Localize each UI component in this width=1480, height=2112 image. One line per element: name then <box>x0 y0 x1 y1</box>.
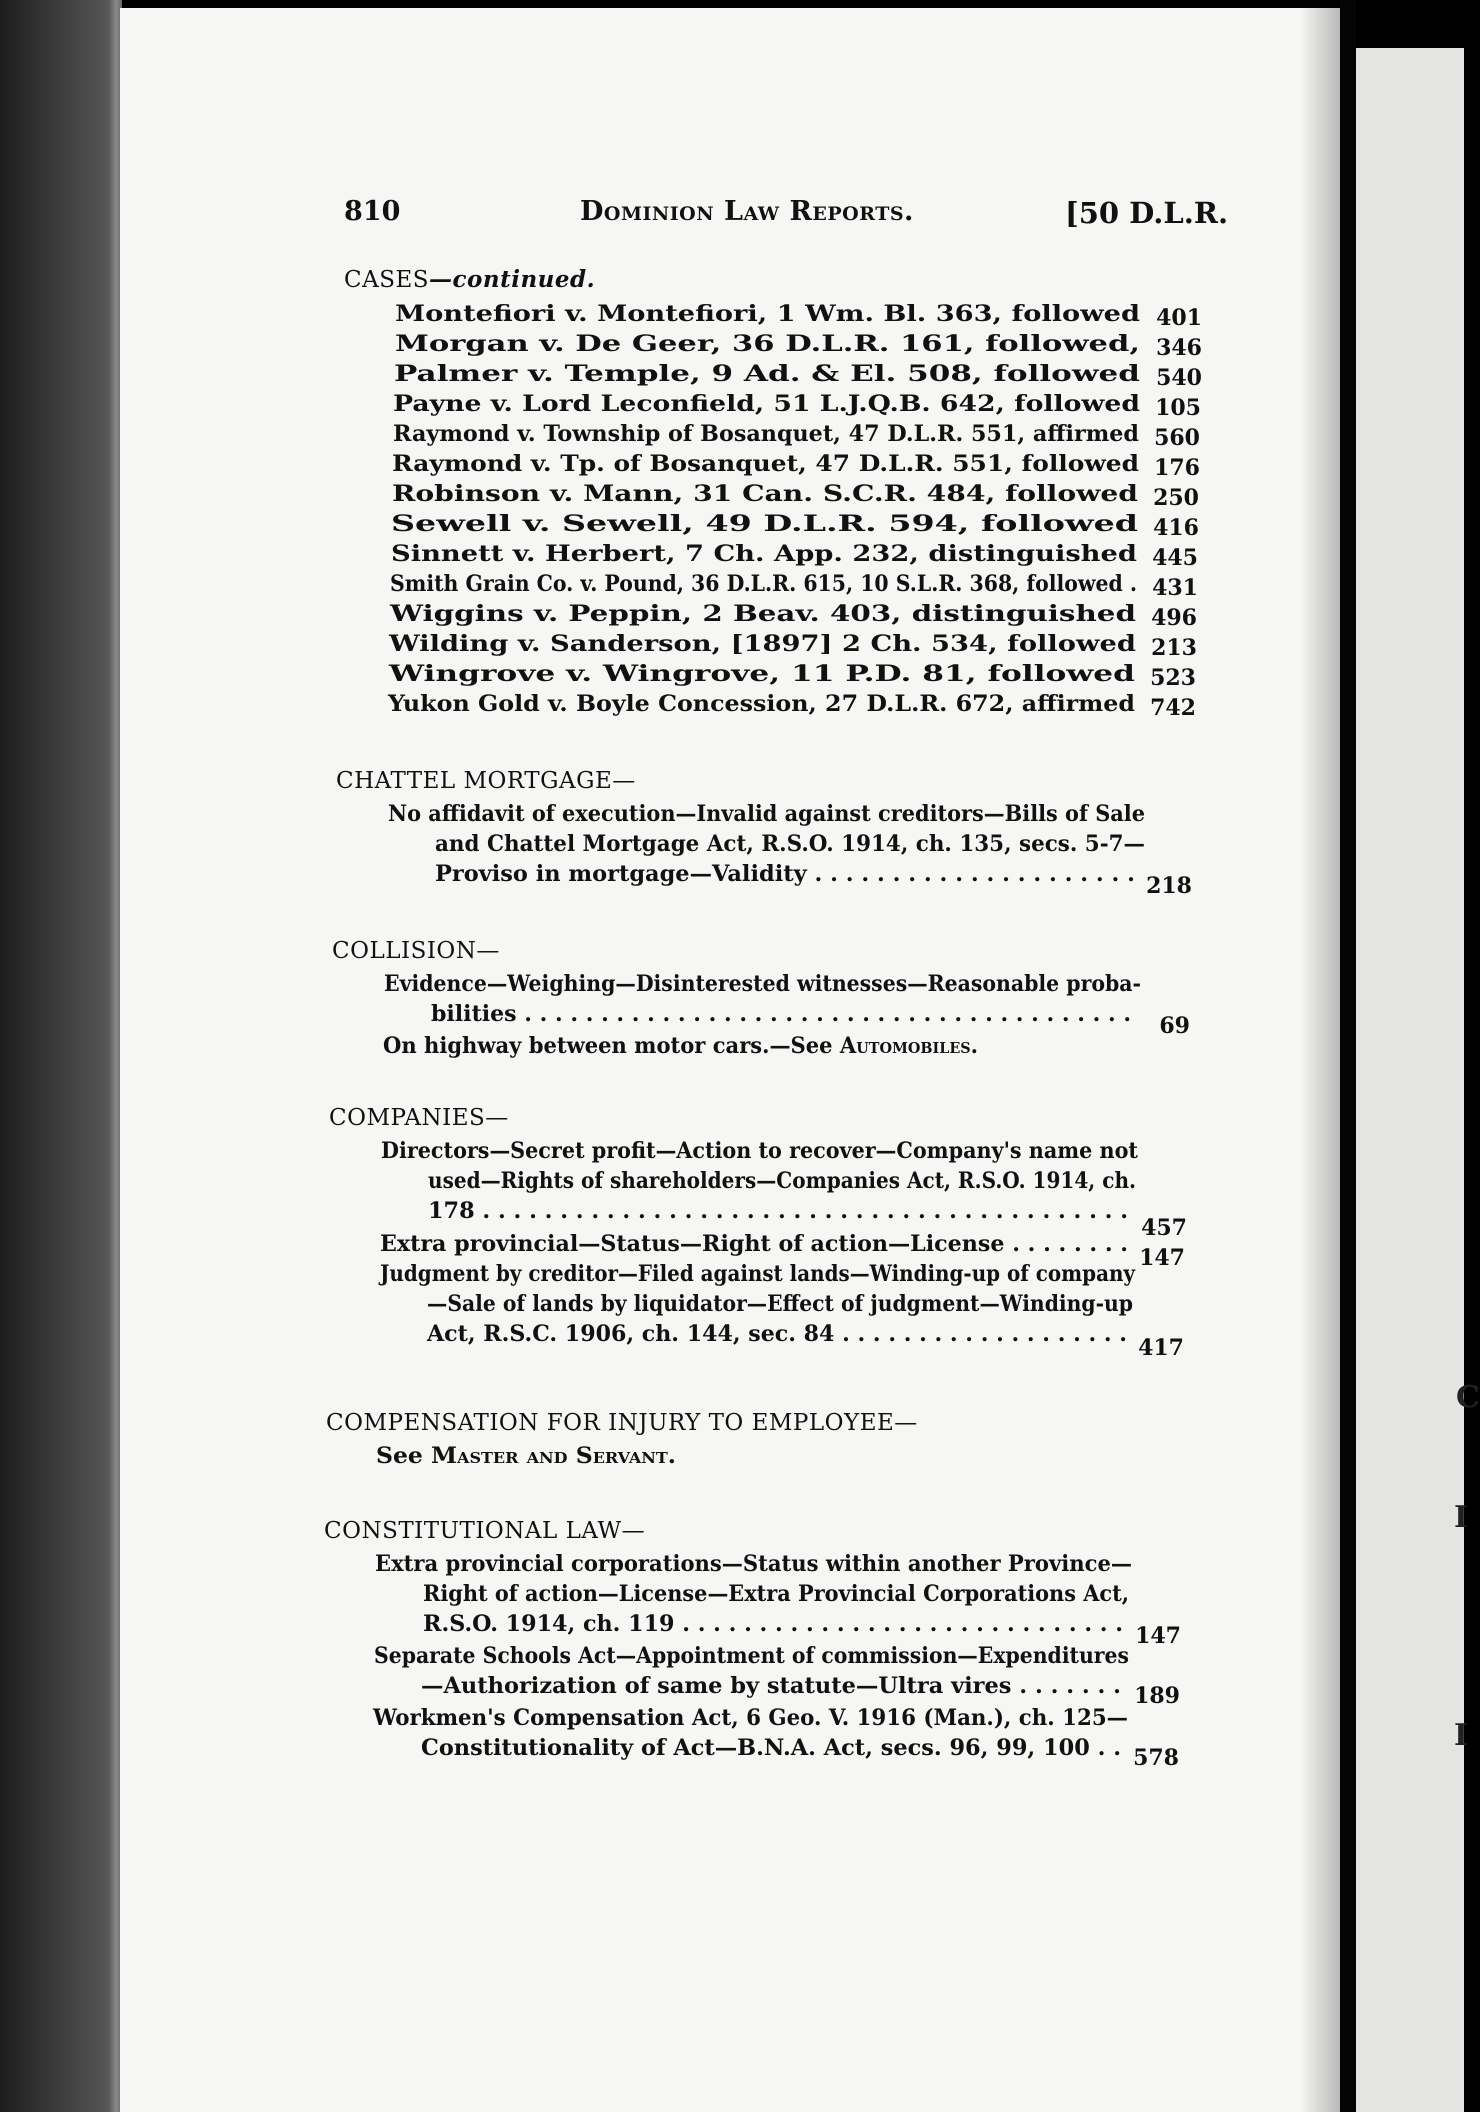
case-page: 431 <box>1152 575 1198 601</box>
running-title: Dominion Law Reports. <box>580 196 914 227</box>
section-heading-constitutional-law: CONSTITUTIONAL LAW— <box>324 1518 646 1544</box>
case-page: 346 <box>1156 335 1202 361</box>
case-page: 416 <box>1153 515 1199 541</box>
case-page: 401 <box>1156 305 1202 331</box>
entry-page: 417 <box>1138 1335 1184 1361</box>
facing-page-letter: C <box>1456 1380 1480 1415</box>
book-spine <box>0 0 120 2112</box>
volume-reference: [50 D.L.R. <box>1065 196 1229 230</box>
cases-heading: CASES—continued. <box>344 266 596 293</box>
entry-page: 147 <box>1139 1245 1185 1271</box>
section-heading-companies: COMPANIES— <box>329 1105 509 1131</box>
case-page: 176 <box>1154 455 1200 481</box>
section-heading-chattel-mortgage: CHATTEL MORTGAGE— <box>336 768 636 794</box>
facing-page-edge <box>1356 48 1464 2112</box>
section-heading-collision: COLLISION— <box>332 938 500 964</box>
book-gutter <box>1340 0 1356 2112</box>
case-page: 105 <box>1155 395 1201 421</box>
entry-page: 189 <box>1134 1683 1180 1709</box>
case-page: 445 <box>1152 545 1198 571</box>
entry-page: 147 <box>1135 1623 1181 1649</box>
entry-page: 218 <box>1146 873 1192 899</box>
case-page: 560 <box>1154 425 1200 451</box>
facing-page-letter: I <box>1454 1500 1469 1535</box>
entry-page: 69 <box>1159 1013 1190 1039</box>
case-page: 213 <box>1151 635 1197 661</box>
facing-page-letter: I <box>1454 1718 1469 1753</box>
cross-reference: Master and Servant. <box>431 1443 676 1469</box>
case-page: 540 <box>1156 365 1202 391</box>
entry-page: 578 <box>1133 1745 1179 1771</box>
entry-page: 457 <box>1141 1215 1187 1241</box>
page-number: 810 <box>344 196 401 227</box>
case-page: 742 <box>1150 695 1196 721</box>
case-page: 496 <box>1151 605 1197 631</box>
page-shadow <box>1300 8 1340 2112</box>
case-page: 523 <box>1150 665 1196 691</box>
cross-reference: Automobiles. <box>839 1033 978 1059</box>
section-heading-compensation: COMPENSATION FOR INJURY TO EMPLOYEE— <box>326 1410 918 1436</box>
case-page: 250 <box>1153 485 1199 511</box>
